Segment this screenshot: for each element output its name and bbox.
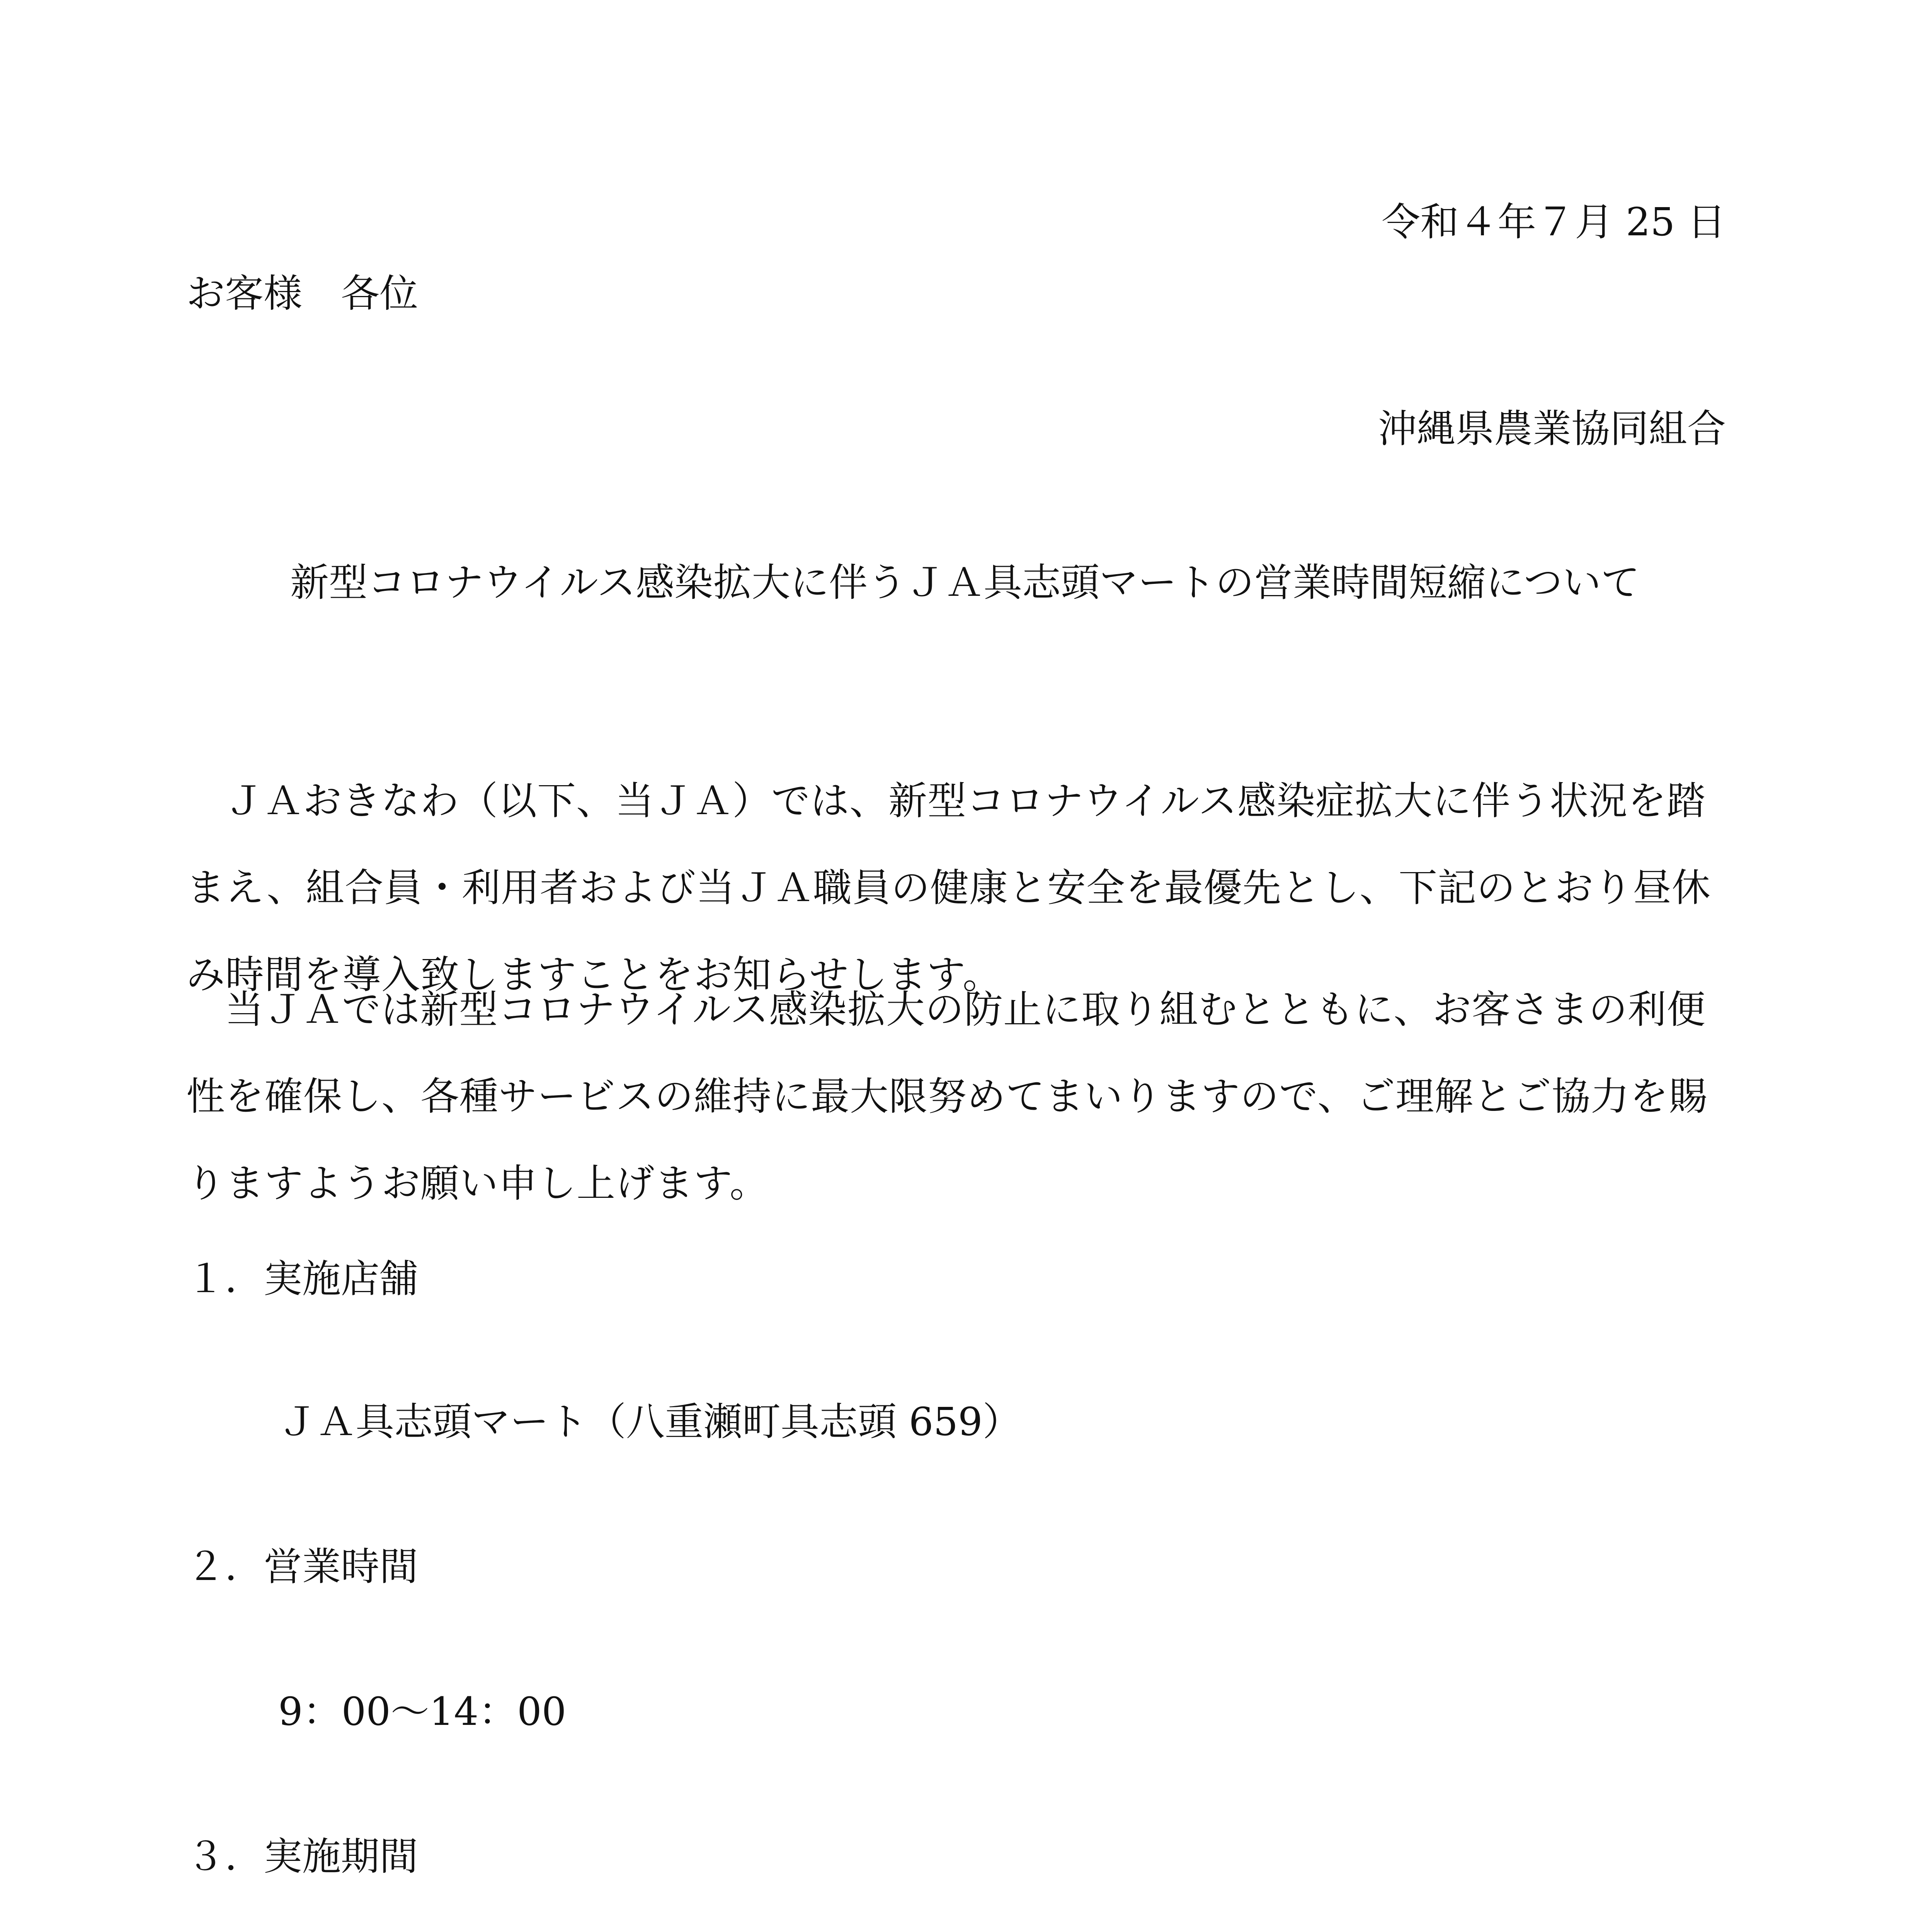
document-date: 令和４年７月 25 日	[1382, 199, 1726, 245]
commitment-paragraph: 当ＪＡでは新型コロナウイルス感染拡大の防止に取り組むとともに、お客さまの利便性を確保し、各種サービスの維持に最大限努めてまいりますので、ご理解とご協力を賜りますようお願い申し上げます。	[186, 987, 1708, 1206]
addressee: お客様 各位	[186, 271, 418, 316]
notice-title: 新型コロナウイルス感染拡大に伴うＪＡ具志頭マートの営業時間短縮について	[290, 560, 1640, 605]
section-content-hours: 9：00〜14：00	[278, 1689, 567, 1734]
sender-organization: 沖縄県農業協同組合	[1378, 406, 1726, 451]
section-heading-store: １．実施店舗	[186, 1256, 418, 1301]
intro-paragraph: ＪＡおきなわ（以下、当ＪＡ）では、新型コロナウイルス感染症拡大に伴う状況を踏まえ、組合員・利用者および当ＪＡ職員の健康と安全を最優先とし、下記のとおり昼休み時間を導入致しますことをお知らせします。	[186, 778, 1711, 997]
section-content-store: ＪＡ具志頭マート（八重瀬町具志頭 659）	[278, 1399, 1021, 1444]
section-heading-period: ３．実施期間	[186, 1834, 418, 1879]
section-heading-hours: ２．営業時間	[186, 1544, 418, 1589]
